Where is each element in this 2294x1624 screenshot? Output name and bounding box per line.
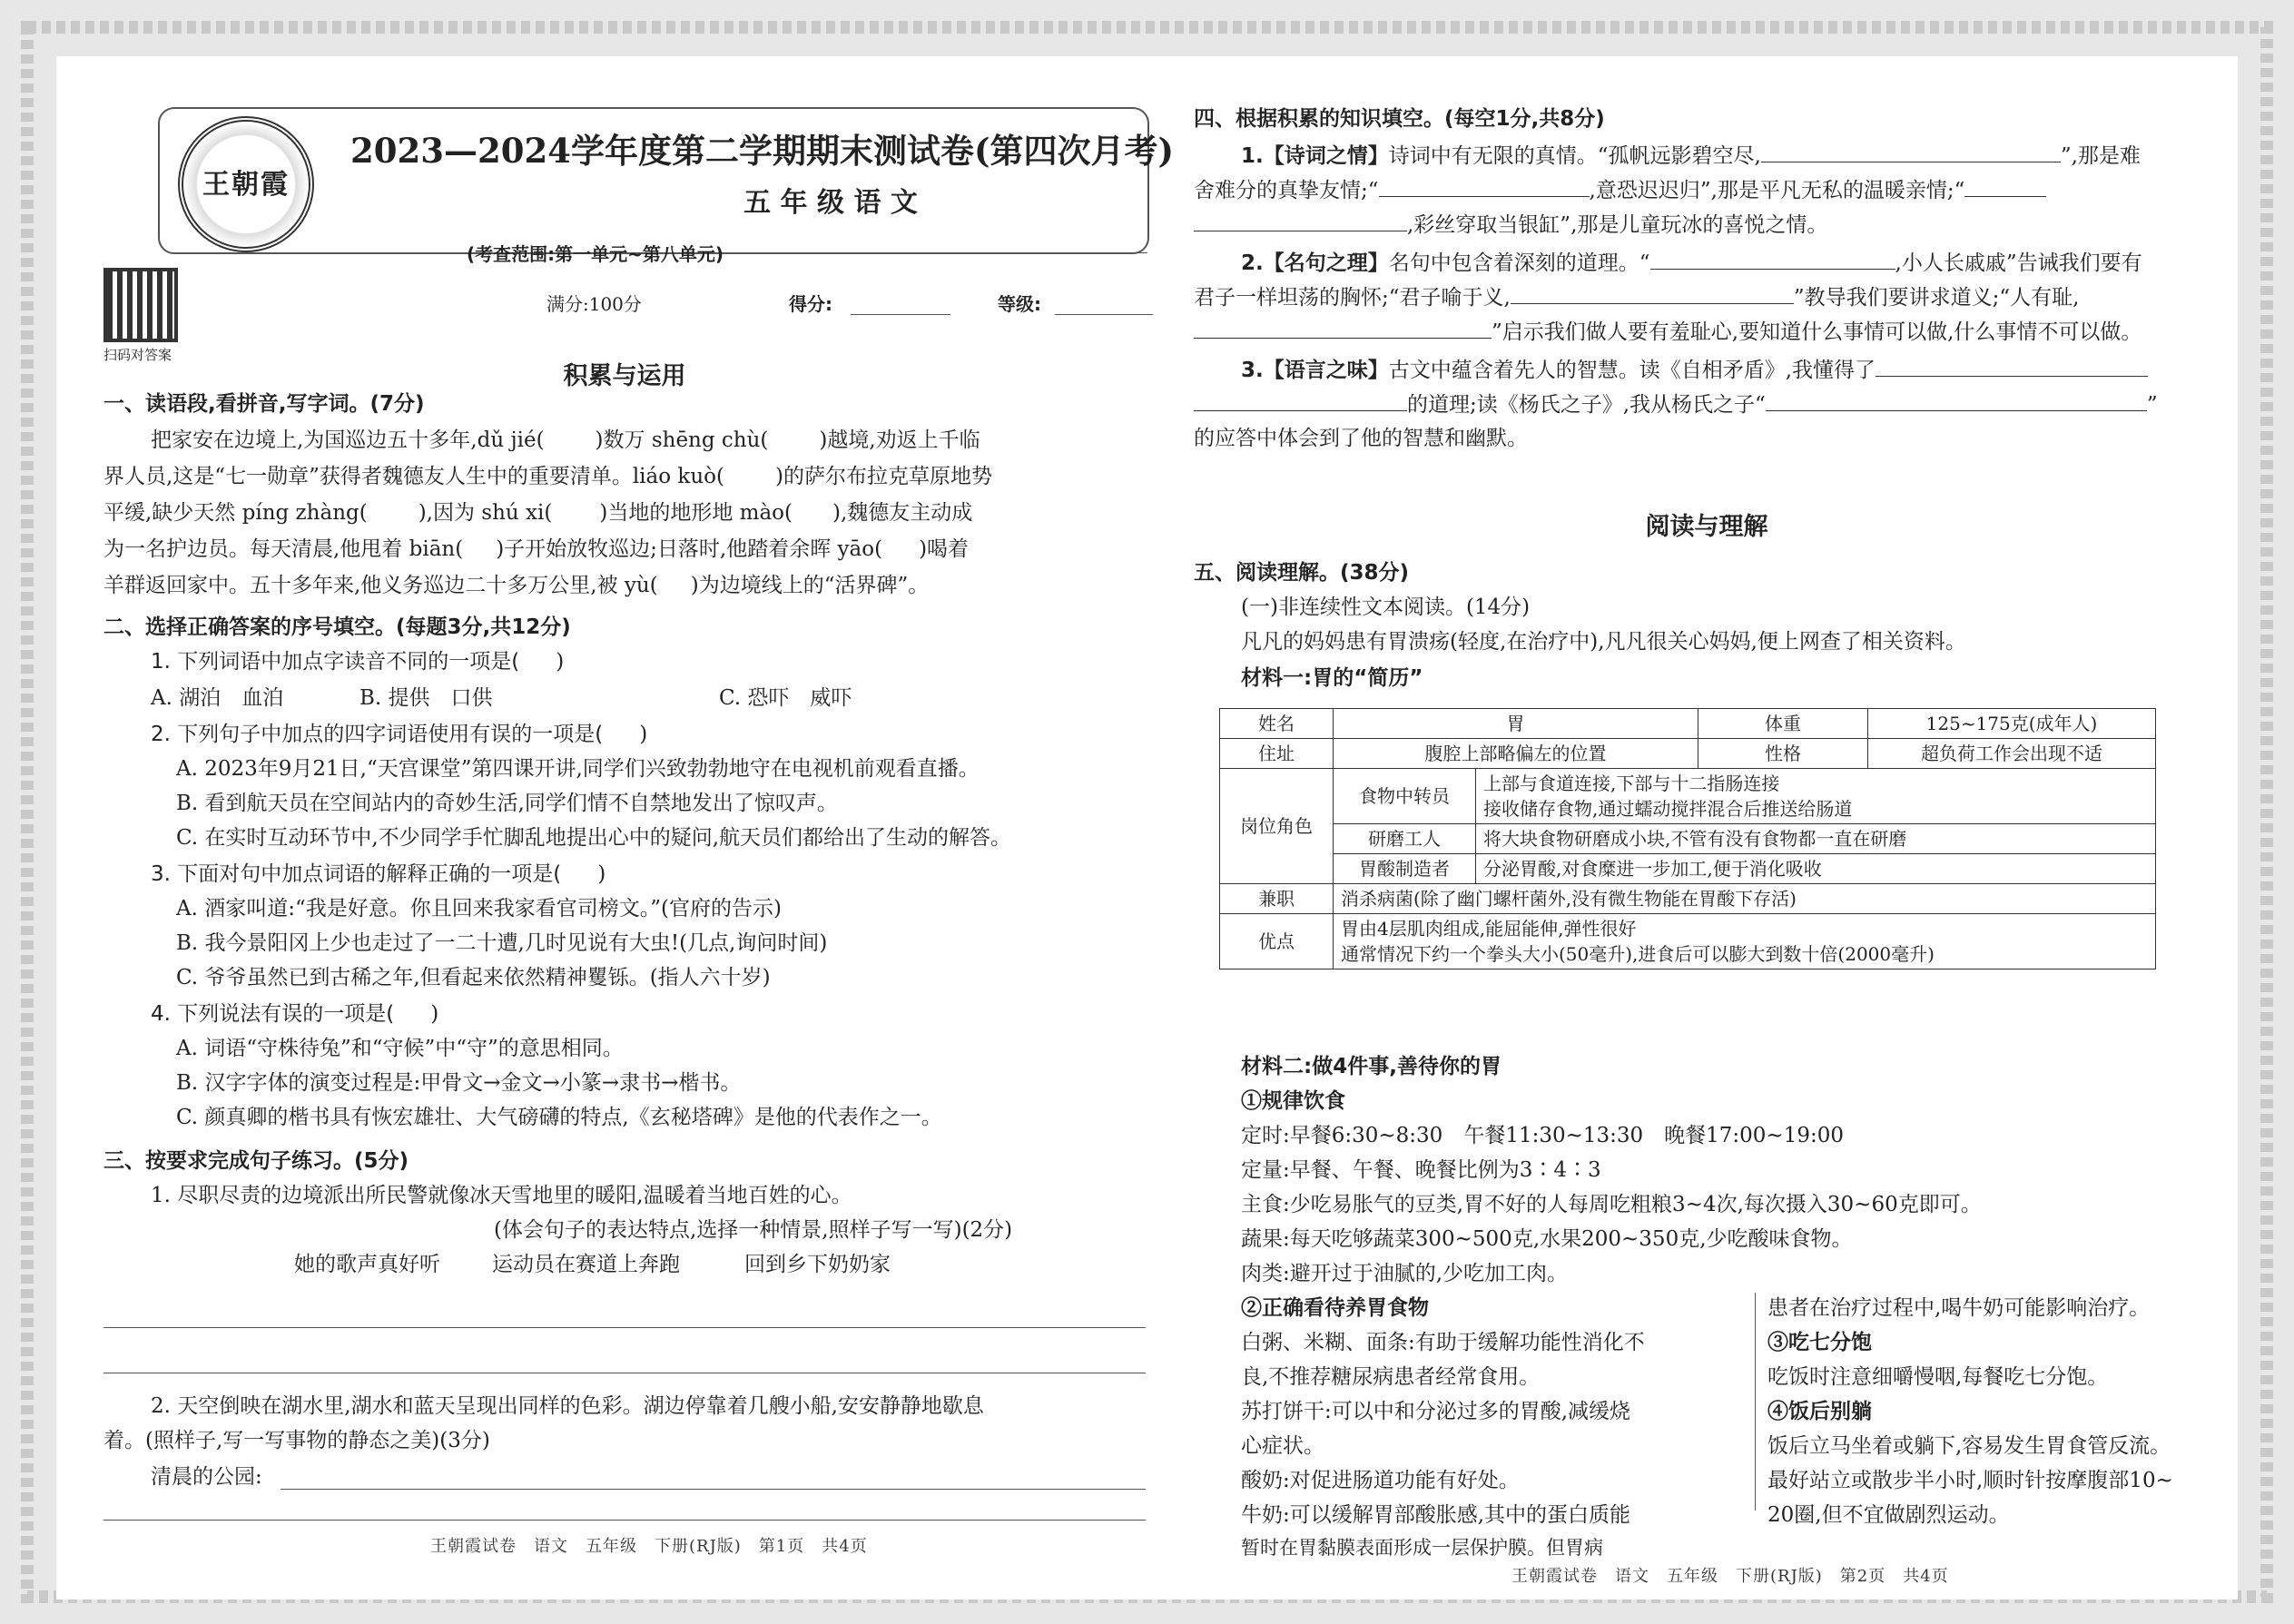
table-cell-line: 通常情况下约一个拳头大小(50毫升),进食后可以膨大到数十倍(2000毫升)	[1341, 943, 1935, 965]
q4-item2-line1	[1241, 247, 2220, 279]
answer-blank[interactable]	[1511, 281, 1794, 304]
answer-blank[interactable]	[1650, 247, 1895, 270]
q4-text: ,意恐迟迟归”,那是平凡无私的温暖亲情;“	[1589, 179, 1965, 202]
m2-text: 心症状。	[1241, 1434, 1324, 1458]
q4-item2-label: 2.【名句之理】	[1241, 251, 1389, 275]
section-title-reading: 阅读与理解	[1645, 513, 1768, 541]
q4-text: ,彩丝穿取当银缸”,那是儿童玩冰的喜悦之情。	[1407, 213, 1828, 237]
table-cell: 胃酸制造者	[1334, 854, 1476, 884]
q4-text: 诗词中有无限的真情。“孤帆远影碧空尽,	[1388, 144, 1761, 168]
table-cell: 125~175克(成年人)	[1868, 709, 2156, 739]
m2-subtitle-4: ④饭后别躺	[1767, 1399, 1872, 1423]
q3-item2-line1: 2. 天空倒映在湖水里,湖水和蓝天呈现出同样的色彩。湖边停靠着几艘小船,安安静静地歇息	[151, 1394, 984, 1418]
q4-text: ”教导我们要讲求道义;“人有耻,	[1793, 286, 2080, 310]
title-box	[158, 107, 1174, 254]
answer-blank[interactable]	[368, 497, 418, 519]
grade-label: 等级:	[998, 293, 1041, 315]
q3-item1: 1. 尽职尽责的边境派出所民警就像冰天雪地里的暖阳,温暖着当地百姓的心。	[151, 1184, 852, 1207]
q1-text: 羊群返回家中。五十多年来,他义务巡边二十多万公里,被 yù(	[103, 574, 658, 597]
q1-text: )数万 shēng chù(	[595, 428, 769, 452]
q1-text: )越境,劝返上千临	[819, 428, 980, 452]
answer-blank[interactable]	[394, 999, 430, 1020]
q4-text: ”,那是难	[2060, 144, 2141, 168]
qr-code[interactable]	[103, 268, 178, 342]
q2-item2-option-b[interactable]: B. 看到航天员在空间站内的奇妙生活,同学们情不自禁地发出了惊叹声。	[176, 792, 838, 815]
q1-line4	[103, 534, 1146, 565]
q2-item4	[151, 999, 1146, 1029]
paper-subtitle: 五 年 级 语 文	[743, 187, 918, 219]
scope-text: (考查范围:第一单元~第八单元)	[467, 243, 724, 265]
q1-text: )的萨尔布拉克草原地势	[774, 465, 992, 488]
answer-blank[interactable]	[1766, 389, 2147, 411]
q2-title: 二、选择正确答案的序号填空。(每题3分,共12分)	[103, 615, 571, 639]
table-row	[1220, 914, 2156, 969]
q4-text: 古文中蕴含着先人的智慧。读《自相矛盾》,我懂得了	[1388, 359, 1876, 382]
m2-text: 吃饭时注意细嚼慢咽,每餐吃七分饱。	[1767, 1365, 2109, 1389]
table-cell: 分泌胃酸,对食糜进一步加工,便于消化吸收	[1476, 854, 2156, 884]
q1-line5	[103, 570, 1146, 601]
page-right	[1194, 56, 2220, 1586]
score-label: 得分:	[789, 293, 832, 315]
answer-blank[interactable]	[552, 497, 599, 519]
q2-item3	[151, 859, 1146, 890]
table-row	[1220, 884, 2156, 914]
q2-item4-option-a[interactable]: A. 词语“守株待兔”和“守候”中“守”的意思相同。	[176, 1037, 624, 1060]
table-cell-line: 胃由4层肌肉组成,能屈能伸,弹性很好	[1341, 918, 1637, 940]
q5-intro: 凡凡的妈妈患有胃溃疡(轻度,在治疗中),凡凡很关心妈妈,便上网查了相关资料。	[1241, 630, 1966, 654]
q2-item1	[151, 646, 1146, 677]
answer-blank[interactable]	[603, 719, 639, 741]
paren-close: )	[639, 723, 648, 746]
q4-item2-line2	[1194, 281, 2220, 313]
q4-text: 名句中包含着深刻的道理。“	[1388, 251, 1650, 275]
q4-text: 君子一样坦荡的胸怀;“君子喻于义,	[1194, 286, 1511, 310]
answer-blank[interactable]	[545, 425, 596, 447]
q1-text: 平缓,缺少天然 píng zhàng(	[103, 501, 368, 525]
table-cell: 消杀病菌(除了幽门螺杆菌外,没有微生物能在胃酸下存活)	[1334, 884, 2156, 914]
logo-text: 王朝霞	[202, 169, 290, 201]
table-row	[1220, 739, 2156, 769]
m2-subtitle-1: ①规律饮食	[1241, 1088, 1345, 1113]
paren-close: )	[430, 1002, 439, 1026]
page-left	[103, 56, 1174, 1568]
q4-text: 舍难分的真挚友情;“	[1194, 179, 1379, 202]
q4-item1-line2	[1194, 174, 2220, 206]
answer-blank[interactable]	[1964, 174, 2046, 197]
answer-blank[interactable]	[463, 534, 496, 556]
q5-title: 五、阅读理解。(38分)	[1194, 561, 1410, 585]
paper-title: 2023—2024学年度第二学期期末测试卷(第四次月考)	[350, 131, 1174, 171]
footer-left: 王朝霞试卷 语文 五年级 下册(RJ版) 第1页 共4页	[430, 1537, 868, 1556]
q1-text: 把家安在边境上,为国巡边五十多年,dǔ jié(	[151, 428, 545, 452]
table-cell-line: 上部与食道连接,下部与十二指肠连接	[1483, 773, 1780, 794]
qr-caption: 扫码对答案	[103, 347, 172, 363]
m2-line: 定时:早餐6:30~8:30 午餐11:30~13:30 晚餐17:00~19:00	[1241, 1124, 1844, 1147]
q2-item3-stem: 3. 下面对句中加点词语的解释正确的一项是(	[151, 862, 562, 886]
m2-text: 20圈,但不宜做剧烈运动。	[1767, 1503, 2010, 1527]
exam-sheet	[56, 56, 2238, 1599]
table-cell: 腹腔上部略偏左的位置	[1334, 739, 1698, 769]
m2-line: 定量:早餐、午餐、晚餐比例为3∶4∶3	[1241, 1158, 1601, 1182]
q4-text: ”启示我们做人要有羞耻心,要知道什么事情可以做,什么事情不可以做。	[1492, 320, 2142, 344]
column-divider	[1755, 1293, 1756, 1511]
writing-line-3[interactable]	[281, 1489, 1146, 1490]
q3-title: 三、按要求完成句子练习。(5分)	[103, 1149, 409, 1173]
q4-title: 四、根据积累的知识填空。(每空1分,共8分)	[1194, 107, 1605, 131]
table-cell: 食物中转员	[1334, 769, 1476, 824]
q2-item1-options	[151, 683, 1146, 714]
table-cell	[1476, 769, 2156, 824]
q2-item2-option-a[interactable]: A. 2023年9月21日,“天宫课堂”第四课开讲,同学们兴致勃勃地守在电视机前观看直播。	[176, 757, 980, 781]
q3-item2-line2: 着。(照样子,写一写事物的静态之美)(3分)	[103, 1429, 490, 1452]
m2-text: 最好站立或散步半小时,顺时针按摩腹部10~	[1767, 1469, 2173, 1492]
q2-item1-stem: 1. 下列词语中加点字读音不同的一项是(	[151, 650, 520, 674]
footer-right: 王朝霞试卷 语文 五年级 下册(RJ版) 第2页 共4页	[1511, 1567, 1949, 1586]
answer-blank[interactable]	[1379, 174, 1590, 197]
q2-item4-option-c[interactable]: C. 颜真卿的楷书具有恢宏雄壮、大气磅礴的特点,《玄秘塔碑》是他的代表作之一。	[176, 1106, 942, 1129]
q2-item4-stem: 4. 下列说法有误的一项是(	[151, 1002, 395, 1026]
stomach-resume-table	[1219, 708, 2156, 969]
writing-line-4[interactable]	[103, 1520, 1146, 1521]
scope-rule-left	[267, 252, 462, 253]
q3-item1-requirement: (体会句子的表达特点,选择一种情景,照样子写一写)(2分)	[494, 1218, 1013, 1242]
q2-item4-option-b[interactable]: B. 汉字字体的演变过程是:甲骨文→金文→小篆→隶书→楷书。	[176, 1071, 742, 1095]
table-row	[1220, 854, 2156, 884]
q2-item2	[151, 719, 1146, 750]
q1-line1	[103, 425, 1146, 456]
q2-item3-option-a[interactable]: A. 酒家叫道:“我是好意。你且回来我家看官司榜文。”(官府的告示)	[176, 897, 782, 920]
score-field[interactable]	[851, 314, 950, 315]
paren-close: )	[597, 862, 606, 886]
answer-blank[interactable]	[1876, 354, 2148, 377]
answer-blank[interactable]	[724, 461, 775, 483]
table-row	[1220, 709, 2156, 739]
logo-seal	[178, 116, 314, 252]
q4-text: 的道理;读《杨氏之子》,我从杨氏之子“	[1407, 393, 1766, 417]
answer-blank[interactable]	[1761, 140, 2061, 162]
answer-blank[interactable]	[658, 570, 691, 592]
q4-item3-line1	[1241, 354, 2220, 386]
option-a[interactable]: A. 湖泊 血泊	[151, 686, 284, 710]
table-cell: 住址	[1220, 739, 1334, 769]
answer-blank[interactable]	[519, 646, 556, 668]
q1-line2	[103, 461, 1146, 492]
m2-text: 良,不推荐糖尿病患者经常食用。	[1241, 1365, 1541, 1389]
writing-line-1[interactable]	[103, 1327, 1146, 1328]
m2-text: 白粥、米糊、面条:有助于缓解功能性消化不	[1241, 1331, 1645, 1354]
q3-item2-prompt: 清晨的公园:	[151, 1465, 262, 1489]
m2-line: 蔬果:每天吃够蔬菜300~500克,水果200~350克,少吃酸味食物。	[1241, 1227, 1853, 1251]
q4-item2-line3	[1194, 316, 2220, 348]
q2-item2-option-c[interactable]: C. 在实时互动环节中,不少同学手忙脚乱地提出心中的疑问,航天员们都给出了生动的解答。	[176, 826, 1012, 850]
m2-text: 暂时在胃黏膜表面形成一层保护膜。但胃病	[1241, 1537, 1603, 1559]
q4-text: ,小人长戚戚”告诫我们要有	[1895, 251, 2142, 275]
table-cell: 岗位角色	[1220, 769, 1334, 884]
q2-item2-stem: 2. 下列句子中加点的四字词语使用有误的一项是(	[151, 723, 604, 746]
option-b[interactable]: B. 提供 口供	[359, 686, 493, 710]
q1-text: 界人员,这是“七一勋章”获得者魏德友人生中的重要清单。liáo kuò(	[103, 465, 724, 488]
answer-blank[interactable]	[882, 534, 919, 556]
table-cell-line: 接收储存食物,通过蠕动搅拌混合后推送给肠道	[1483, 798, 1853, 820]
grade-field[interactable]	[1055, 314, 1153, 315]
answer-blank[interactable]	[1194, 316, 1492, 339]
q5-part1-title: (一)非连续性文本阅读。(14分)	[1241, 595, 1531, 619]
table-cell: 优点	[1220, 914, 1334, 969]
answer-blank[interactable]	[1194, 389, 1407, 411]
table-cell: 胃	[1334, 709, 1698, 739]
table-cell	[1334, 914, 2156, 969]
q4-item1-label: 1.【诗词之情】	[1241, 144, 1389, 168]
q1-text: )喝着	[919, 537, 970, 561]
q1-text: ),魏德友主动成	[832, 501, 973, 525]
m2-text: 牛奶:可以缓解胃部酸胀感,其中的蛋白质能	[1241, 1503, 1631, 1527]
answer-blank[interactable]	[561, 859, 597, 881]
table-cell: 性格	[1698, 739, 1868, 769]
table-cell: 兼职	[1220, 884, 1334, 914]
q1-text: )当地的地形地 mào(	[599, 501, 793, 525]
q1-text: )为边境线上的“活界碑”。	[690, 574, 930, 597]
table-cell: 超负荷工作会出现不适	[1868, 739, 2156, 769]
q4-item3-line3: 的应答中体会到了他的智慧和幽默。	[1194, 427, 1528, 450]
material1-title: 材料一:胃的“简历”	[1241, 666, 1423, 690]
m2-text: 饭后立马坐着或躺下,容易发生胃食管反流。	[1767, 1434, 2171, 1458]
m2-line: 主食:少吃易胀气的豆类,胃不好的人每周吃粗粮3~4次,每次摄入30~60克即可。	[1241, 1193, 1982, 1216]
table-row	[1220, 824, 2156, 854]
scenario-option-3[interactable]: 回到乡下奶奶家	[744, 1253, 891, 1276]
answer-blank[interactable]	[1194, 209, 1407, 231]
scenario-option-2[interactable]: 运动员在赛道上奔跑	[492, 1253, 680, 1276]
q4-text: ”	[2146, 393, 2158, 417]
q4-item3-label: 3.【语言之味】	[1241, 359, 1389, 382]
q4-item1-line3	[1194, 209, 2220, 241]
q1-text: 为一名护边员。每天清晨,他甩着 biān(	[103, 537, 464, 561]
table-row	[1220, 769, 2156, 824]
section-title-accumulation: 积累与运用	[563, 362, 686, 390]
scenario-option-1[interactable]: 她的歌声真好听	[294, 1253, 440, 1276]
q4-item3-line2	[1194, 389, 2220, 420]
m2-subtitle-2: ②正确看待养胃食物	[1241, 1295, 1429, 1320]
table-cell: 体重	[1698, 709, 1868, 739]
option-c[interactable]: C. 恐吓 威吓	[719, 686, 852, 710]
q1-text: )子开始放牧巡边;日落时,他踏着余晖 yāo(	[496, 537, 883, 561]
m2-text: 酸奶:对促进肠道功能有好处。	[1241, 1469, 1520, 1492]
paren-close: )	[556, 650, 565, 674]
q1-line3	[103, 497, 1146, 528]
table-cell: 研磨工人	[1334, 824, 1476, 854]
m2-text: 患者在治疗过程中,喝牛奶可能影响治疗。	[1767, 1296, 2151, 1320]
q4-item1-line1	[1241, 140, 2220, 172]
m2-line: 肉类:避开过于油腻的,少吃加工肉。	[1241, 1262, 1569, 1285]
q3-scenario-options	[294, 1249, 1146, 1280]
q2-item3-option-c[interactable]: C. 爷爷虽然已到古稀之年,但看起来依然精神矍铄。(指人六十岁)	[176, 966, 771, 989]
m2-subtitle-3: ③吃七分饱	[1767, 1330, 1872, 1354]
table-cell: 姓名	[1220, 709, 1334, 739]
q2-item3-option-b[interactable]: B. 我今景阳冈上少也走过了一二十遭,几时见说有大虫!(几点,询问时间)	[176, 931, 828, 955]
scope-rule-right	[753, 252, 1147, 253]
table-cell: 将大块食物研磨成小块,不管有没有食物都一直在研磨	[1476, 824, 2156, 854]
q1-title: 一、读语段,看拼音,写字词。(7分)	[103, 392, 425, 416]
answer-blank[interactable]	[768, 425, 819, 447]
m2-text: 苏打饼干:可以中和分泌过多的胃酸,减缓烧	[1241, 1400, 1631, 1423]
q1-text: ),因为 shú xi(	[418, 501, 553, 525]
answer-blank[interactable]	[793, 497, 832, 519]
material2-title: 材料二:做4件事,善待你的胃	[1241, 1055, 1501, 1078]
full-score: 满分:100分	[546, 293, 642, 315]
